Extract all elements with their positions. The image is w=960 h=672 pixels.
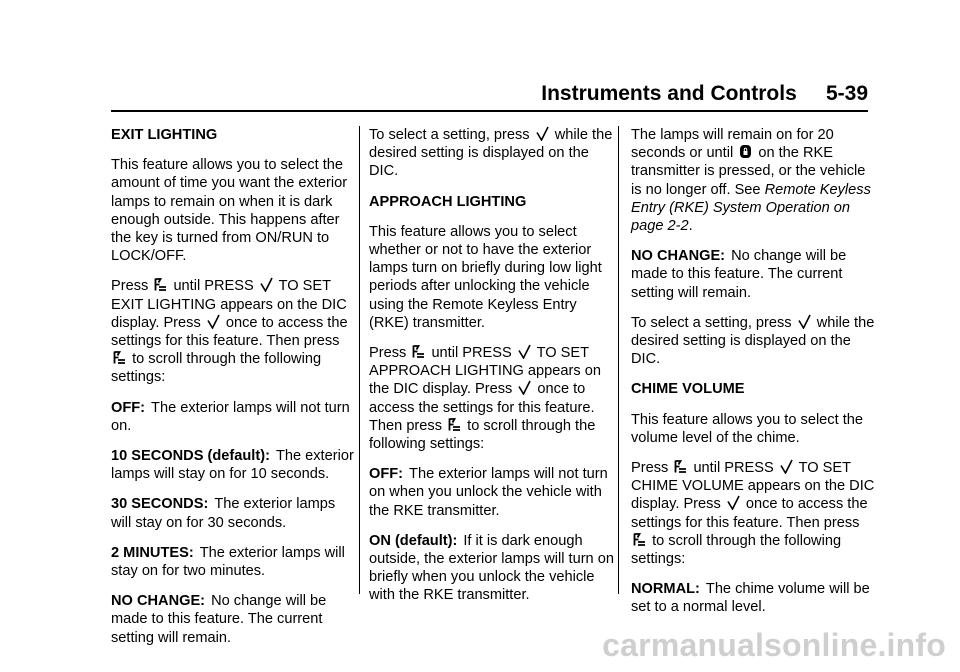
option-2-minutes <box>111 544 354 580</box>
option-text: If it is dark enough outside, the exterior lamps will turn on briefly when you unlock the vehicle with the RKE transmitter. <box>369 532 614 604</box>
instr-text: once to access the settings for this feature. Then press <box>111 314 348 350</box>
option-text: The chime volume will be set to a normal level. <box>631 581 870 616</box>
option-10-seconds <box>111 447 354 483</box>
checkmark-icon <box>260 277 273 292</box>
option-term: OFF: <box>111 399 146 416</box>
checkmark-icon <box>727 495 740 510</box>
dic-menu-icon <box>448 417 461 432</box>
select-setting-text <box>631 314 879 369</box>
exit-lighting-intro: This feature allows you to select the amount of time you want the exterior lamps to remain on when it is dark enough outside. This happens after the key is turned from ON/RUN to LOCK/OFF. <box>111 157 348 265</box>
instr-text: while the desired setting is displayed on the DIC. <box>369 127 613 180</box>
column-2 <box>369 126 617 617</box>
dic-menu-icon <box>154 277 167 292</box>
instr-text: Press <box>369 345 407 362</box>
checkmark-icon <box>798 314 811 329</box>
option-text: No change will be made to this feature. The current setting will remain. <box>111 593 327 646</box>
page-number: 5-39 <box>825 82 868 105</box>
exit-lighting-instructions <box>111 277 354 386</box>
approach-lighting-intro: This feature allows you to select whether or not to have the exterior lamps turn on briefly during low light periods after unlocking the vehicle using the Remote Keyless Entry (RKE) transmitter. <box>369 223 602 331</box>
watermark-text: carmanualsonline.info <box>602 627 946 663</box>
chime-volume-instructions <box>631 459 879 568</box>
option-off <box>111 399 354 435</box>
option-term: NORMAL: <box>631 581 700 598</box>
option-text: The exterior lamps will stay on for 30 seconds. <box>111 496 336 531</box>
option-off <box>369 465 617 520</box>
dic-menu-icon <box>674 459 687 474</box>
instr-text: . <box>688 218 693 235</box>
option-on-default <box>369 532 617 605</box>
instr-text: To select a setting, press <box>369 127 530 143</box>
instr-text: until PRESS <box>173 278 254 295</box>
option-term: 30 SECONDS: <box>111 496 209 513</box>
checkmark-icon <box>207 314 220 329</box>
dic-menu-icon <box>633 532 646 547</box>
option-term: OFF: <box>369 466 404 483</box>
option-text: The exterior lamps will stay on for two minutes. <box>111 544 345 580</box>
instr-text: to scroll through the following settings: <box>631 532 842 568</box>
page-header <box>0 78 960 108</box>
checkmark-icon <box>518 344 531 359</box>
option-no-change <box>631 247 879 302</box>
option-normal <box>631 580 879 616</box>
cross-reference: Remote Keyless Entry (RKE) System Operation on page 2-2 <box>631 181 871 235</box>
instr-text: on the RKE transmitter is pressed, or the vehicle is no longer off. See <box>631 145 866 198</box>
instr-text: once to access the settings for this feature. Then press <box>631 496 868 531</box>
instr-text: once to access the settings for this feature. Then press <box>369 381 595 434</box>
option-text: The exterior lamps will not turn on. <box>111 399 350 434</box>
option-30-seconds <box>111 495 354 531</box>
option-text: The exterior lamps will not turn on when you unlock the vehicle with the RKE transmitter. <box>369 466 608 519</box>
chime-volume-heading: CHIME VOLUME <box>631 381 745 398</box>
instr-text: Press <box>111 278 149 295</box>
column-1 <box>111 126 354 659</box>
header-rule <box>111 110 868 112</box>
instr-text: to scroll through the following settings: <box>111 351 322 386</box>
chime-volume-intro: This feature allows you to select the volume level of the chime. <box>631 411 863 446</box>
checkmark-icon <box>780 459 793 474</box>
dic-menu-icon <box>113 350 126 365</box>
option-text: The exterior lamps will stay on for 10 seconds. <box>111 448 354 483</box>
instr-text: TO SET EXIT LIGHTING appears on the DIC display. Press <box>111 278 347 331</box>
lamps-remain-text <box>631 126 879 235</box>
column-divider <box>618 126 619 594</box>
exit-lighting-heading: EXIT LIGHTING <box>111 127 218 143</box>
instr-text: while the desired setting is displayed on the DIC. <box>631 314 875 368</box>
checkmark-icon <box>518 380 531 395</box>
column-divider <box>359 126 360 594</box>
option-term: 2 MINUTES: <box>111 544 194 561</box>
instr-text: Press <box>631 460 669 477</box>
instr-text: until PRESS <box>431 345 512 362</box>
section-title: Instruments and Controls <box>541 82 797 105</box>
column-3 <box>631 126 879 629</box>
instr-text: The lamps will remain on for 20 seconds or until <box>631 127 834 162</box>
instr-text: TO SET CHIME VOLUME appears on the DIC display. Press <box>631 460 875 513</box>
option-no-change <box>111 592 354 647</box>
option-text: No change will be made to this feature. The current setting will remain. <box>631 248 847 301</box>
option-term: NO CHANGE: <box>111 593 206 610</box>
option-term: NO CHANGE: <box>631 248 726 265</box>
approach-lighting-instructions <box>369 344 617 453</box>
instr-text: To select a setting, press <box>631 314 792 331</box>
option-term: 10 SECONDS (default): <box>111 448 270 465</box>
option-term: ON (default): <box>369 532 458 549</box>
instr-text: TO SET APPROACH LIGHTING appears on the DIC display. Press <box>369 345 601 398</box>
key-fob-lock-icon <box>739 144 752 159</box>
header-title <box>541 82 868 106</box>
checkmark-icon <box>536 126 549 141</box>
select-setting-text <box>369 126 617 181</box>
approach-lighting-heading: APPROACH LIGHTING <box>369 193 527 210</box>
dic-menu-icon <box>412 344 425 359</box>
instr-text: until PRESS <box>693 460 774 477</box>
instr-text: to scroll through the following settings: <box>369 417 596 453</box>
